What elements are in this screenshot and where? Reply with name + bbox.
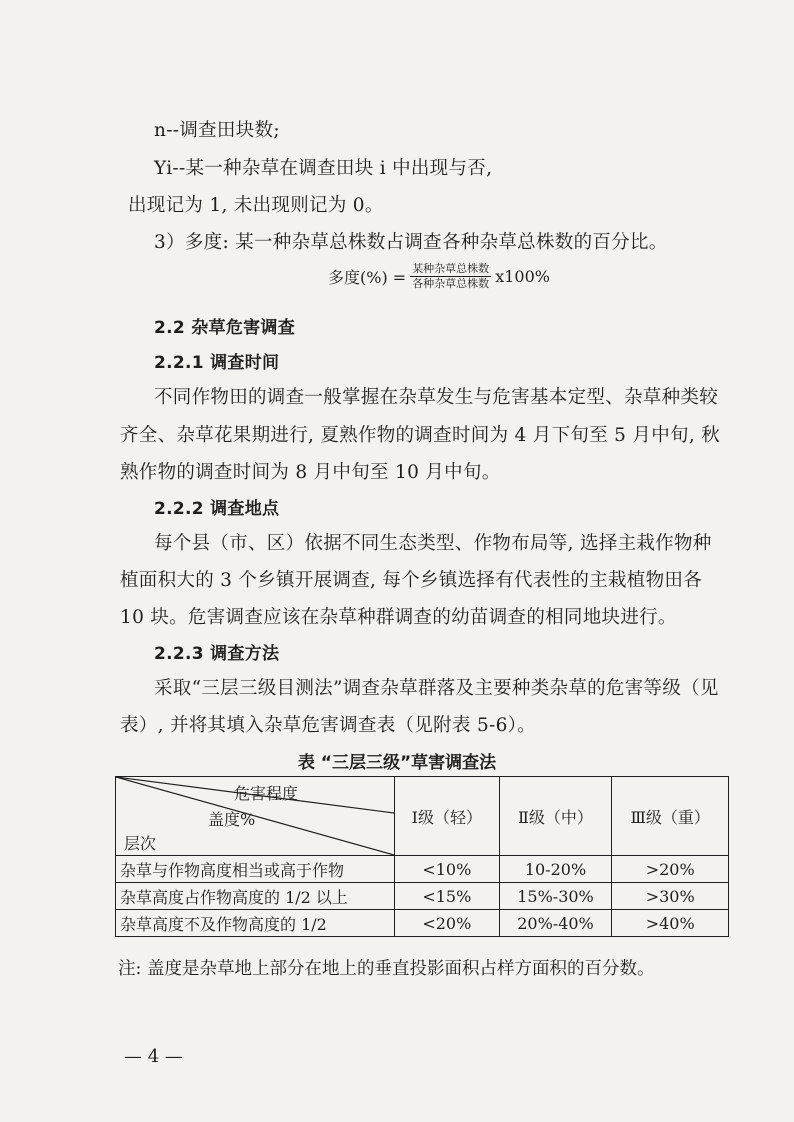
- formula-rhs: x100%: [495, 266, 550, 286]
- paragraph-line: 齐全、杂草花果期进行, 夏熟作物的调查时间为 4 月下旬至 5 月中旬, 秋: [120, 425, 720, 446]
- text-line: 3）多度: 某一种杂草总株数占调查各种杂草总株数的百分比。: [154, 232, 668, 253]
- paragraph-line: 10 块。危害调查应该在杂草种群调查的幼苗调查的相同地块进行。: [120, 607, 677, 628]
- formula: [328, 258, 550, 294]
- table-cell: >20%: [612, 856, 729, 883]
- text-line: n--调查田块数;: [154, 120, 280, 141]
- table-row-label: 杂草高度占作物高度的 1/2 以上: [116, 883, 395, 910]
- table-row: [116, 910, 729, 937]
- table-header-cell: Ⅱ级（中）: [499, 777, 612, 856]
- table-row: [116, 883, 729, 910]
- table-note: 注: 盖度是杂草地上部分在地上的垂直投影面积占样方面积的百分数。: [118, 959, 655, 979]
- formula-numerator: 某种杂草总株数: [412, 261, 490, 275]
- table-cell: <20%: [395, 910, 500, 937]
- formula-fraction: [410, 262, 491, 291]
- table-cell: <10%: [395, 856, 500, 883]
- paragraph-line: 不同作物田的调查一般掌握在杂草发生与危害基本定型、杂草种类较: [154, 387, 719, 408]
- paragraph-line: 采取“三层三级目测法”调查杂草群落及主要种类杂草的危害等级（见: [154, 678, 719, 699]
- corner-label-coverage: 盖度%: [208, 810, 256, 829]
- table-cell: >30%: [612, 883, 729, 910]
- section-heading: 2.2.3 调查方法: [154, 644, 280, 664]
- table-row-label: 杂草与作物高度相当或高于作物: [116, 856, 395, 883]
- text-line: 出现记为 1, 未出现则记为 0。: [128, 195, 384, 216]
- corner-label-layer: 层次: [124, 834, 157, 853]
- table-cell: 15%-30%: [499, 883, 612, 910]
- section-heading: 2.2.1 调查时间: [154, 353, 280, 373]
- section-heading: 2.2.2 调查地点: [154, 499, 280, 519]
- table-header-row: [116, 777, 729, 856]
- table-cell: 20%-40%: [499, 910, 612, 937]
- section-heading: 2.2 杂草危害调查: [154, 318, 296, 338]
- table-row: [116, 856, 729, 883]
- table-cell: 10-20%: [499, 856, 612, 883]
- hazard-table: [115, 776, 729, 937]
- table-caption: 表 “三层三级”草害调查法: [297, 753, 497, 773]
- table-corner-cell: [116, 777, 395, 856]
- corner-label-damage: 危害程度: [234, 784, 299, 803]
- table-cell: >40%: [612, 910, 729, 937]
- text-line: Yi--某一种杂草在调查田块 i 中出现与否,: [154, 158, 493, 179]
- paragraph-line: 熟作物的调查时间为 8 月中旬至 10 月中旬。: [120, 462, 501, 483]
- formula-lhs: 多度(%) =: [328, 267, 407, 287]
- paragraph-line: 表）, 并将其填入杂草危害调查表（见附表 5-6）。: [120, 715, 536, 736]
- table-header-cell: Ⅲ级（重）: [612, 777, 729, 856]
- paragraph-line: 每个县（市、区）依据不同生态类型、作物布局等, 选择主栽作物种: [154, 533, 712, 554]
- table-cell: <15%: [395, 883, 500, 910]
- paragraph-line: 植面积大的 3 个乡镇开展调查, 每个乡镇选择有代表性的主栽植物田各: [120, 570, 702, 591]
- table-row-label: 杂草高度不及作物高度的 1/2: [116, 910, 395, 937]
- formula-denominator: 各种杂草总株数: [412, 276, 490, 290]
- table-header-cell: Ⅰ级（轻）: [395, 777, 500, 856]
- page-number: — 4 —: [124, 1046, 183, 1067]
